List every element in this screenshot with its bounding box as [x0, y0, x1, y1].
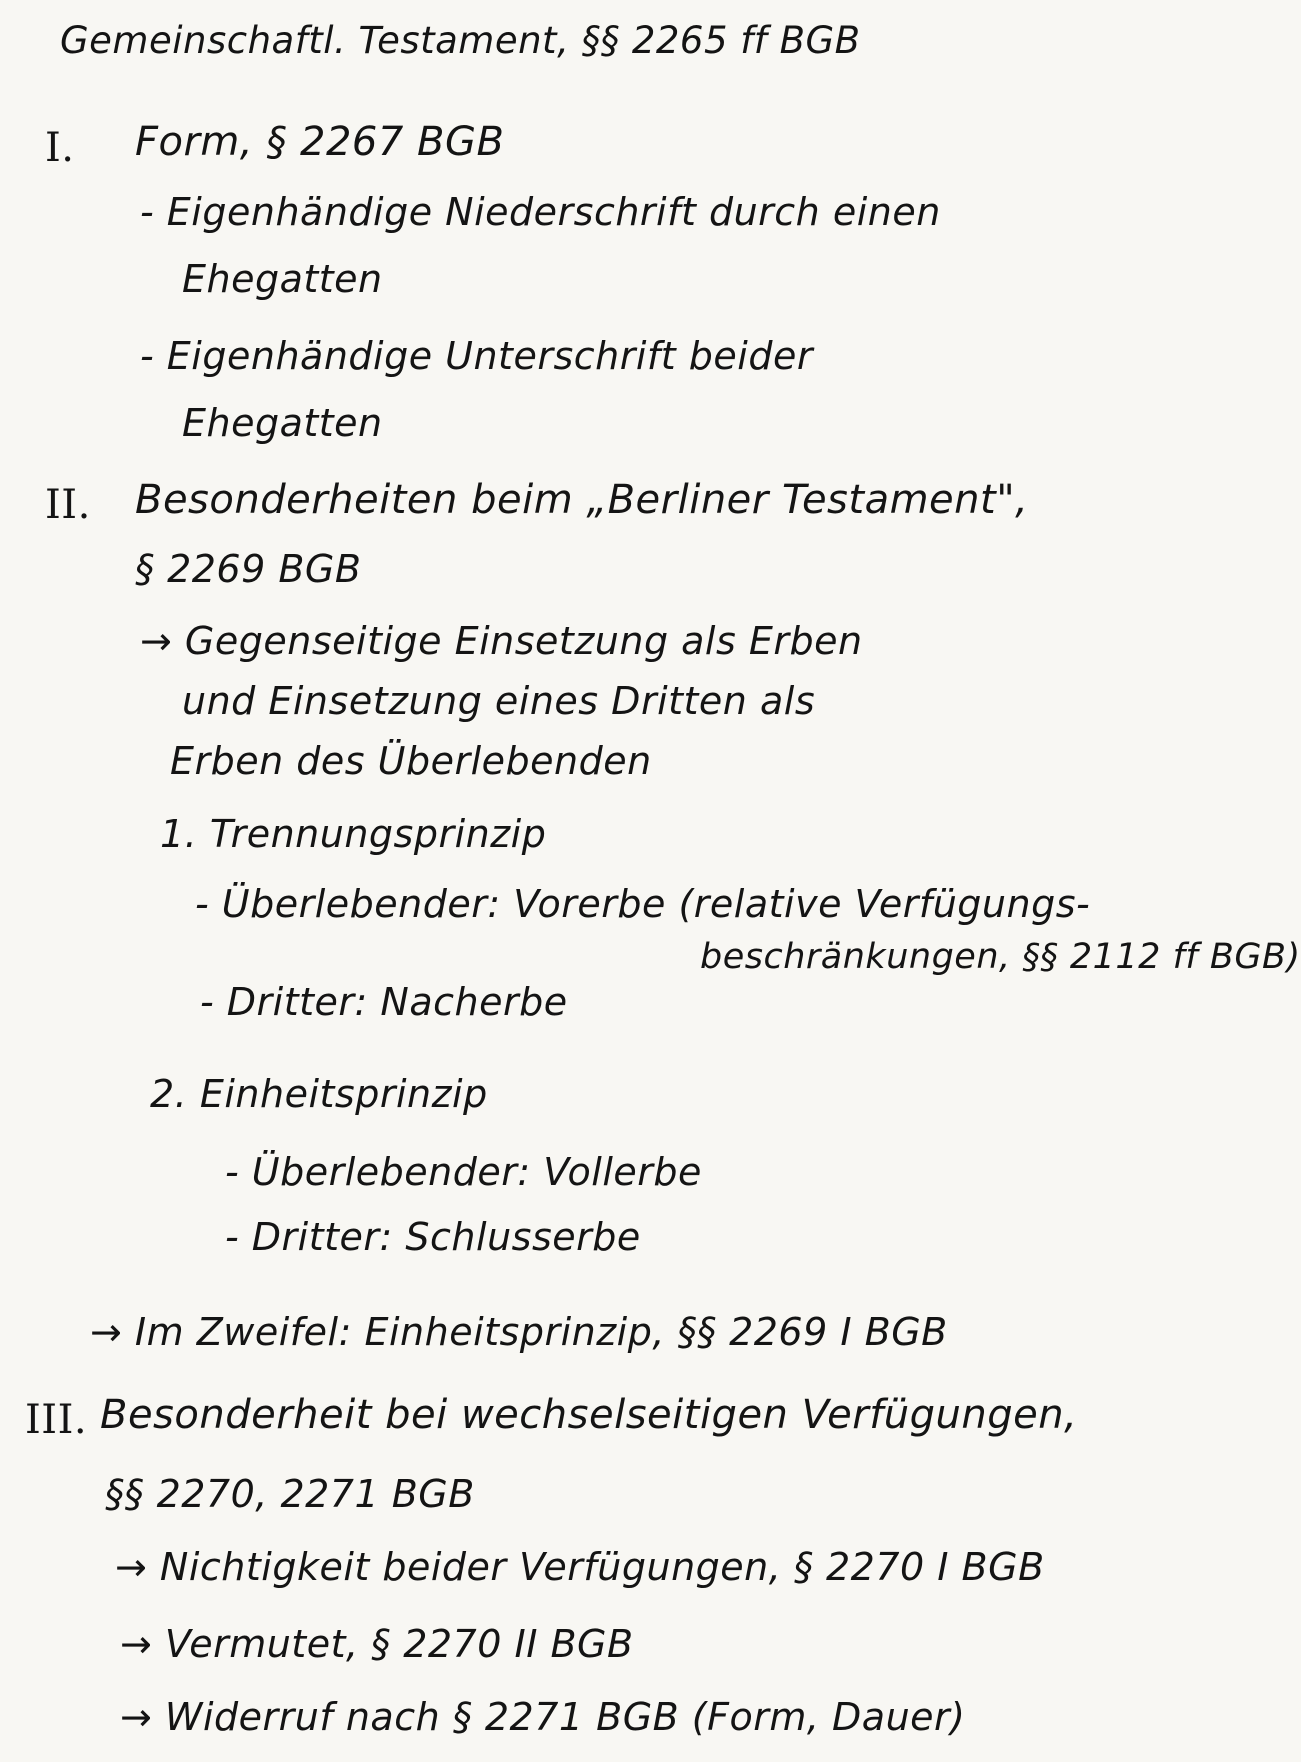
page-title: Gemeinschaftl. Testament, §§ 2265 ff BGB [60, 19, 861, 62]
principle-1-item-1-cont: beschränkungen, §§ 2112 ff BGB) [700, 937, 1301, 977]
section-2-conclusion: → Im Zweifel: Einheitsprinzip, §§ 2269 I BGB [90, 1310, 948, 1354]
section-1-bullet-2: - Eigenhändige Unterschrift beider [140, 334, 813, 378]
section-2-heading: Besonderheiten beim „Berliner Testament", [135, 477, 1029, 523]
section-2-heading-cont: § 2269 BGB [135, 547, 362, 591]
section-2-number: II. [45, 482, 91, 528]
section-2-arrow-line-3: Erben des Überlebenden [170, 739, 652, 783]
section-1-bullet-1: - Eigenhändige Niederschrift durch einen [140, 190, 941, 234]
section-2-arrow-line-2: und Einsetzung eines Dritten als [182, 679, 816, 723]
principle-1-title: 1. Trennungsprinzip [160, 812, 547, 856]
section-1-bullet-1-cont: Ehegatten [182, 257, 383, 301]
section-3-arrow-1: → Nichtigkeit beider Verfügungen, § 2270 I BGB [115, 1545, 1045, 1589]
section-3-arrow-3: → Widerruf nach § 2271 BGB (Form, Dauer) [120, 1695, 966, 1739]
section-1-bullet-2-cont: Ehegatten [182, 401, 383, 445]
section-1-number: I. [45, 125, 75, 171]
section-1-heading: Form, § 2267 BGB [135, 119, 505, 165]
section-2-arrow-line-1: → Gegenseitige Einsetzung als Erben [140, 619, 863, 663]
section-3-heading-cont: §§ 2270, 2271 BGB [105, 1472, 475, 1516]
principle-2-title: 2. Einheitsprinzip [150, 1072, 488, 1116]
section-3-arrow-2: → Vermutet, § 2270 II BGB [120, 1622, 634, 1666]
principle-1-item-2: - Dritter: Nacherbe [200, 980, 568, 1024]
principle-2-item-1: - Überlebender: Vollerbe [225, 1150, 702, 1194]
section-3-number: III. [25, 1397, 88, 1443]
principle-2-item-2: - Dritter: Schlusserbe [225, 1215, 641, 1259]
section-3-heading: Besonderheit bei wechselseitigen Verfügungen, [100, 1392, 1078, 1438]
principle-1-item-1: - Überlebender: Vorerbe (relative Verfügungs- [195, 882, 1091, 926]
